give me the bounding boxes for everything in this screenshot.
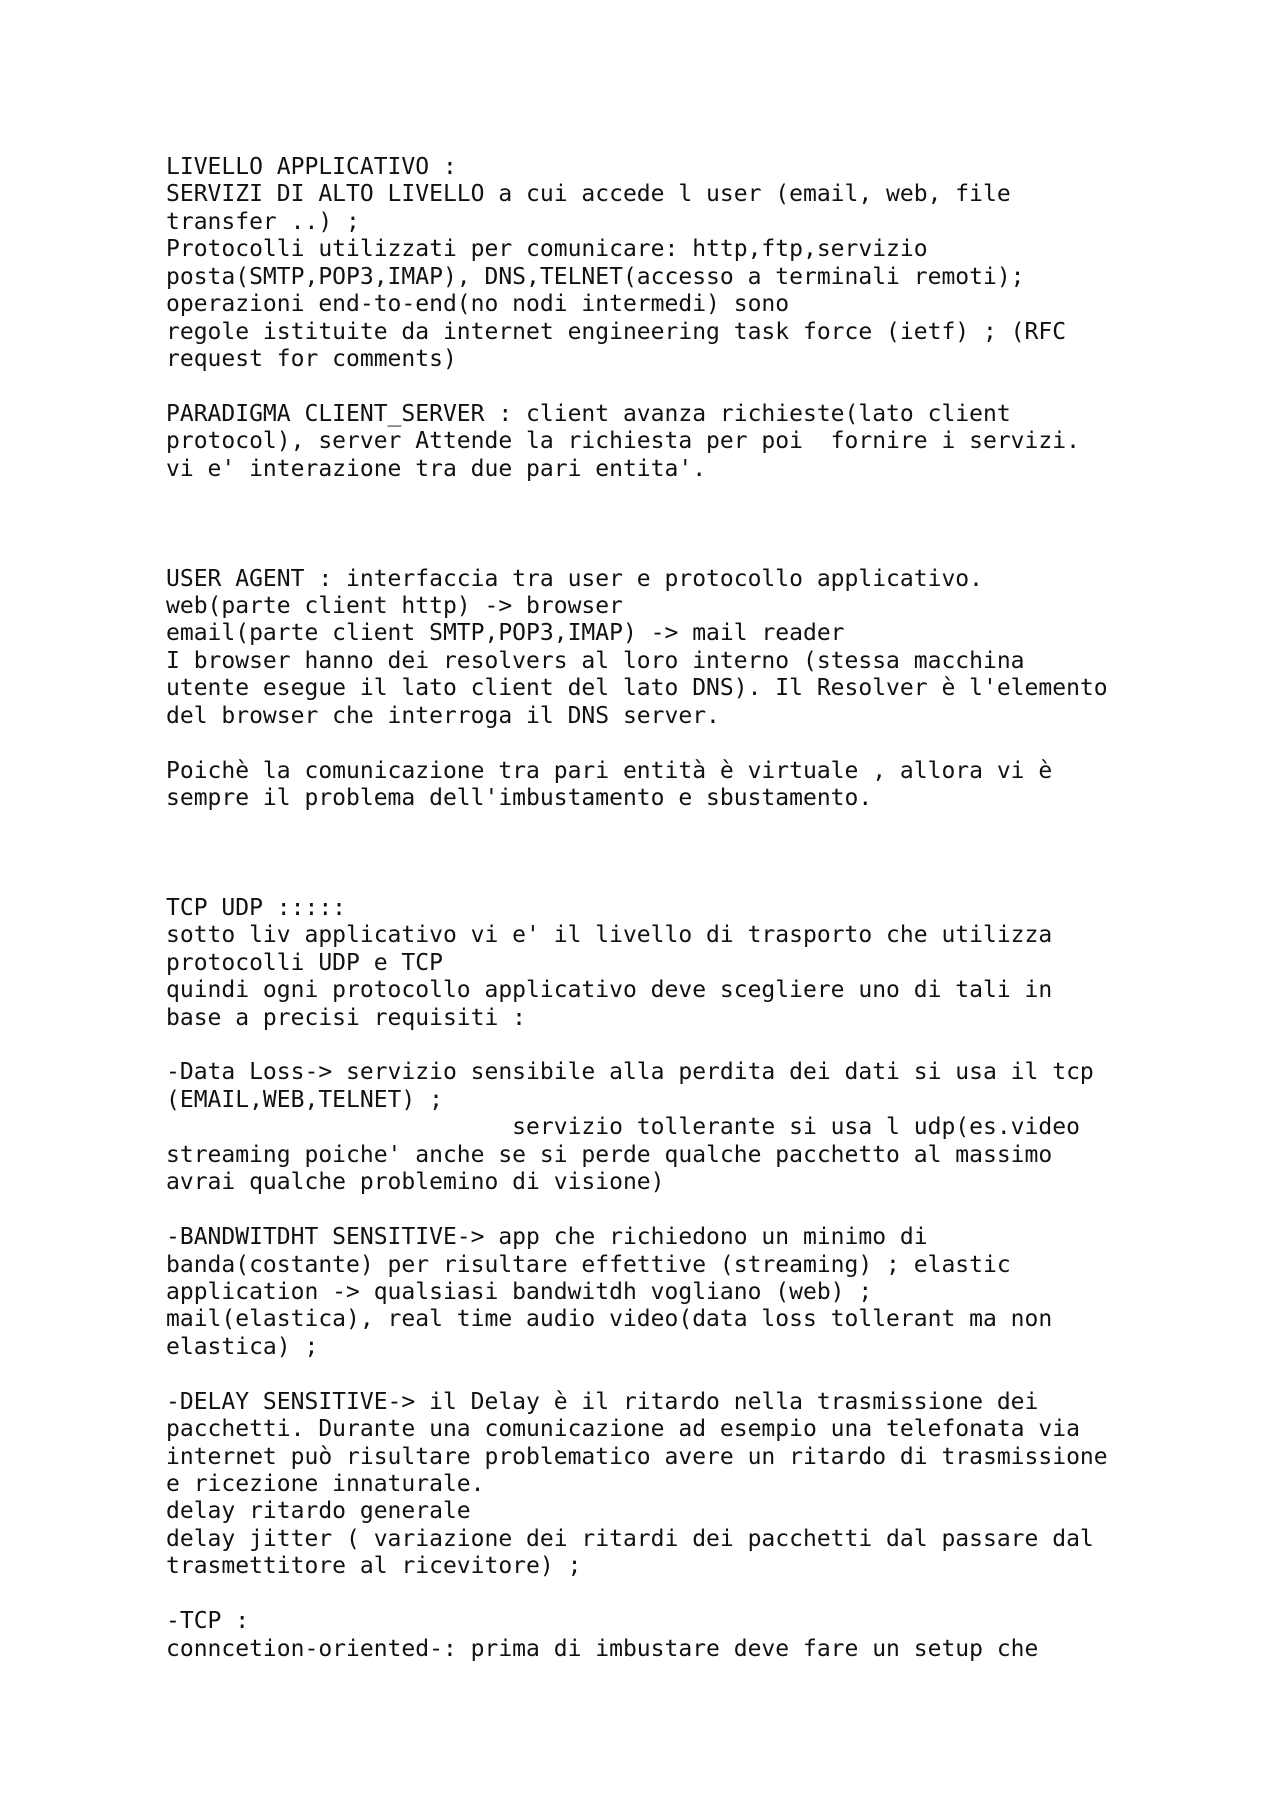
blank-line [166,511,1226,538]
text-line: servizio tollerante si usa l udp(es.video [166,1114,1080,1141]
text-line: vi e' interazione tra due pari entita'. [166,455,707,482]
text-line: protocol), server Attende la richiesta per poi fornire i servizi. [166,428,1080,455]
text-line: -Data Loss-> servizio sensibile alla perdita dei dati si usa il tcp [166,1059,1094,1086]
blank-line [166,867,1226,894]
blank-line [166,374,1226,401]
text-line: operazioni end-to-end(no nodi intermedi) sono [166,291,790,318]
text-line: I browser hanno dei resolvers al loro interno (stessa macchina [166,647,1025,674]
text-line: email(parte client SMTP,POP3,IMAP) -> mail reader [166,620,845,647]
text-line: utente esegue il lato client del lato DNS). Il Resolver è l'elemento [166,675,1108,702]
text-line: internet può risultare problematico avere un ritardo di trasmissione [166,1443,1108,1470]
text-line: banda(costante) per risultare effettive (streaming) ; elastic [166,1251,1011,1278]
text-line: Protocolli utilizzati per comunicare: http,ftp,servizio [166,236,928,263]
text-line: elastica) ; [166,1333,319,1360]
text-line: application -> qualsiasi bandwitdh vogliano (web) ; [166,1278,873,1305]
document-body [166,154,1226,1663]
text-line: SERVIZI DI ALTO LIVELLO a cui accede l user (email, web, file [166,181,1011,208]
text-line: protocolli UDP e TCP [166,949,443,976]
text-line: -DELAY SENSITIVE-> il Delay è il ritardo nella trasmissione dei [166,1388,1039,1415]
text-line: (EMAIL,WEB,TELNET) ; [166,1086,443,1113]
blank-line [166,1361,1226,1388]
text-line: -BANDWITDHT SENSITIVE-> app che richiedono un minimo di [166,1224,928,1251]
blank-line [166,730,1226,757]
text-line: regole istituite da internet engineering task force (ietf) ; (RFC [166,318,1067,345]
text-line: e ricezione innaturale. [166,1471,485,1497]
text-line: base a precisi requisiti : [166,1004,527,1031]
text-line: PARADIGMA CLIENT_SERVER : client avanza richieste(lato client [166,400,1011,427]
text-line: trasmettitore al ricevitore) ; [166,1553,582,1580]
text-line: TCP UDP ::::: [166,894,347,921]
text-line: LIVELLO APPLICATIVO : [166,154,457,180]
text-line: quindi ogni protocollo applicativo deve scegliere uno di tali in [166,977,1053,1004]
text-line: transfer ..) ; [166,208,360,235]
text-line: USER AGENT : interfaccia tra user e protocollo applicativo. [166,565,983,592]
text-line: avrai qualche problemino di visione) [166,1169,665,1196]
text-line: sotto liv applicativo vi e' il livello di trasporto che utilizza [166,922,1053,949]
blank-line [166,483,1226,510]
blank-line [166,813,1226,840]
blank-line [166,1197,1226,1224]
text-line: -TCP : [166,1608,250,1635]
text-line: pacchetti. Durante una comunicazione ad esempio una telefonata via [166,1416,1080,1443]
blank-line [166,840,1226,867]
blank-line [166,538,1226,565]
text-line: mail(elastica), real time audio video(data loss tollerant ma non [166,1306,1053,1333]
text-line: sempre il problema dell'imbustamento e sbustamento. [166,785,873,812]
text-line: Poichè la comunicazione tra pari entità è virtuale , allora vi è [166,757,1053,784]
blank-line [166,1581,1226,1608]
text-line: streaming poiche' anche se si perde qualche pacchetto al massimo [166,1141,1053,1168]
text-line: delay ritardo generale [166,1498,471,1525]
text-line: del browser che interroga il DNS server. [166,702,720,729]
blank-line [166,1032,1226,1059]
text-line: conncetion-oriented-: prima di imbustare deve fare un setup che [166,1635,1039,1662]
text-line: posta(SMTP,POP3,IMAP), DNS,TELNET(accesso a terminali remoti); [166,263,1025,290]
text-line: web(parte client http) -> browser [166,593,623,619]
text-line: delay jitter ( variazione dei ritardi dei pacchetti dal passare dal [166,1525,1094,1552]
text-line: request for comments) [166,346,457,373]
